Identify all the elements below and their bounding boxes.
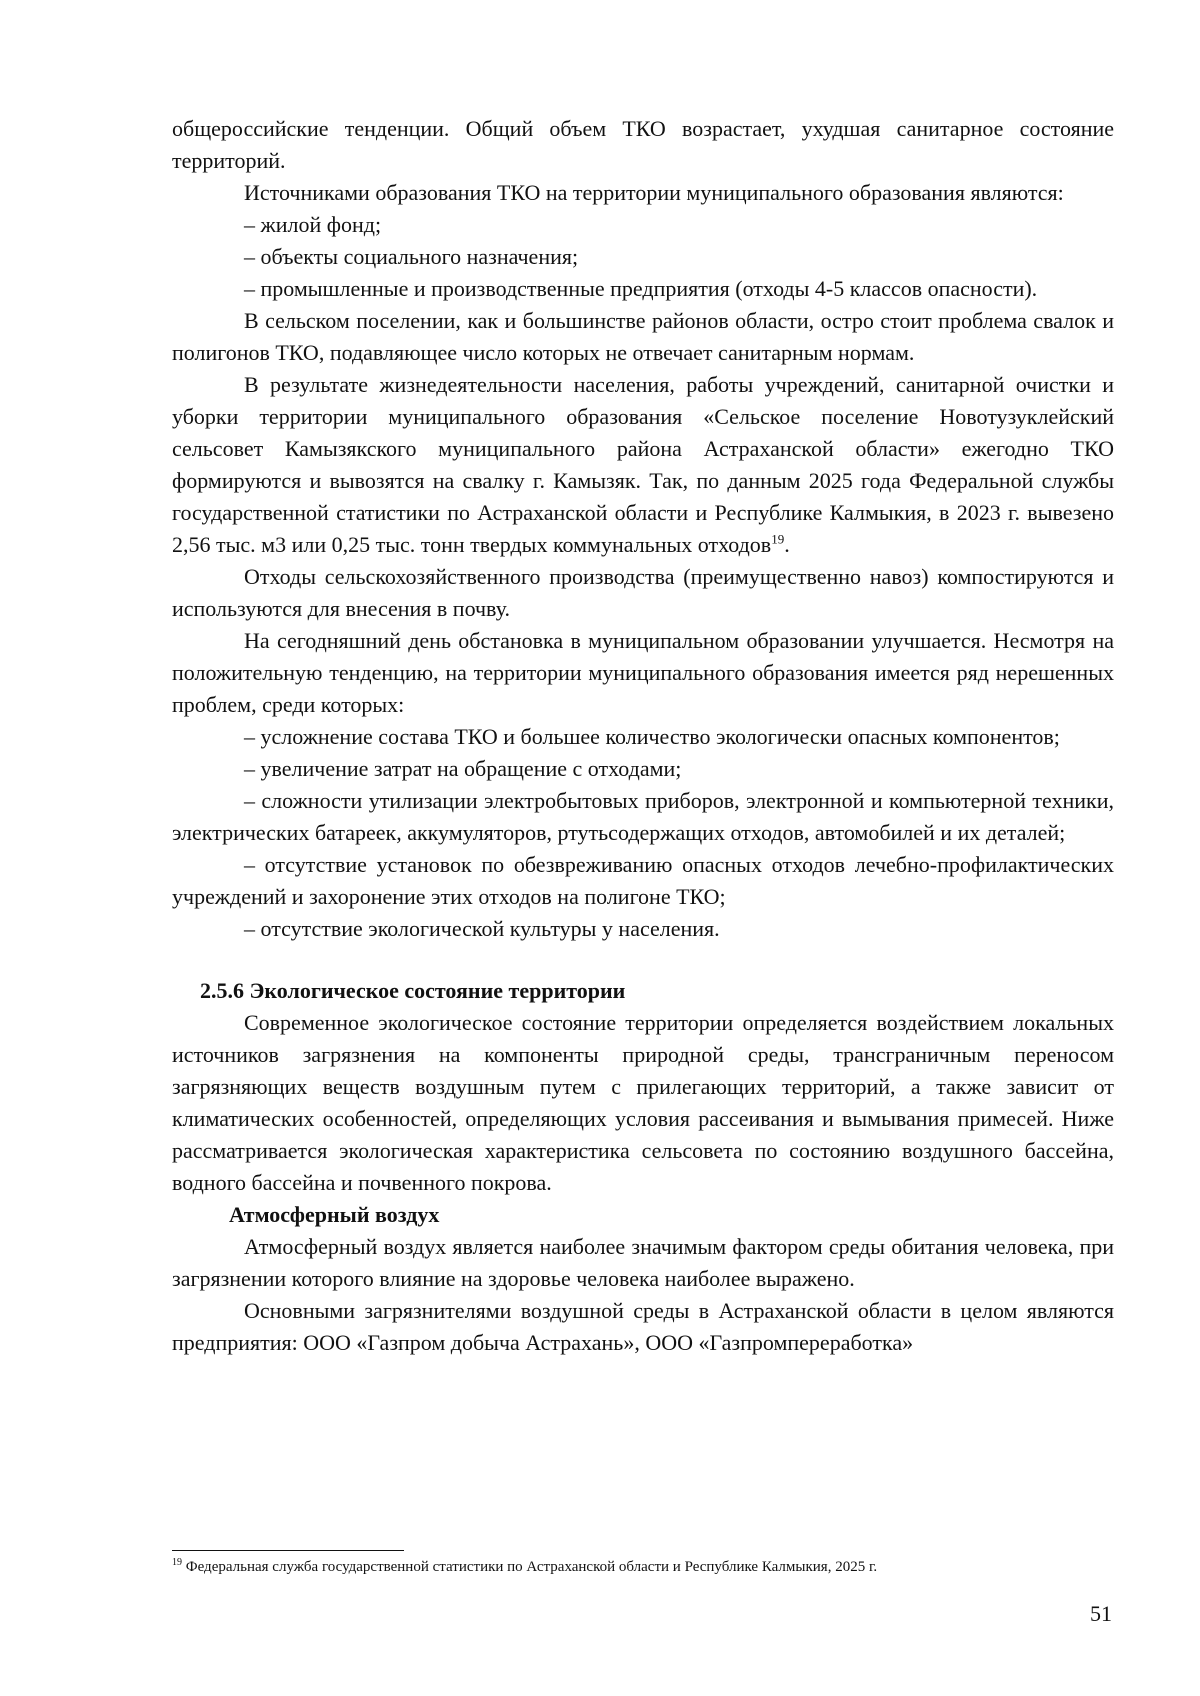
paragraph-text: В результате жизнедеятельности населения, работы учреждений, санитарной очистки и уборки территории муниципального образования «Сельское поселение Новотузуклейский сельсовет Камызякского муниципального района Астраханской области» ежегодно ТКО формируются и вывозятся на свалку г. Камызяк. Так, по данным 2025 года Федеральной службы государственной статистики по Астраханской области и Республике Калмыкия, в 2023 г. вывезено 2,56 тыс. м3 или 0,25 тыс. тонн твердых коммунальных отходов bbox=[172, 372, 1114, 557]
list-item: – сложности утилизации электробытовых приборов, электронной и компьютерной техники, электрических батареек, аккумуляторов, ртутьсодержащих отходов, автомобилей и их деталей; bbox=[172, 788, 1114, 845]
paragraph-end: . bbox=[784, 532, 790, 557]
list-item: – усложнение состава ТКО и большее количество экологически опасных компонентов; bbox=[244, 724, 1060, 749]
list-item: – жилой фонд; bbox=[244, 212, 382, 237]
page-number: 51 bbox=[1090, 1601, 1112, 1626]
paragraph: Основными загрязнителями воздушной среды в Астраханской области в целом являются предприятия: ООО «Газпром добыча Астрахань», ООО «Газпромпереработка» bbox=[172, 1298, 1114, 1355]
paragraph: В сельском поселении, как и большинстве районов области, остро стоит проблема свалок и полигонов ТКО, подавляющее число которых не отвечает санитарным нормам. bbox=[172, 308, 1114, 365]
footnote-divider bbox=[172, 1550, 404, 1551]
footnote-text: Федеральная служба государственной статистики по Астраханской области и Республике Калмыкия, 2025 г. bbox=[182, 1559, 878, 1575]
paragraph: Атмосферный воздух является наиболее значимым фактором среды обитания человека, при загрязнении которого влияние на здоровье человека наиболее выражено. bbox=[172, 1234, 1114, 1291]
paragraph: Отходы сельскохозяйственного производства (преимущественно навоз) компостируются и используются для внесения в почву. bbox=[172, 564, 1114, 621]
list-item: – увеличение затрат на обращение с отходами; bbox=[244, 756, 682, 781]
footnote-reference[interactable]: 19 bbox=[771, 531, 785, 547]
list-item: – отсутствие экологической культуры у населения. bbox=[244, 916, 720, 941]
list-item: – отсутствие установок по обезвреживанию опасных отходов лечебно-профилактических учреждений и захоронение этих отходов на полигоне ТКО; bbox=[172, 852, 1114, 909]
list-item: – промышленные и производственные предприятия (отходы 4-5 классов опасности). bbox=[244, 276, 1038, 301]
page-content bbox=[172, 113, 1114, 1359]
paragraph: Современное экологическое состояние территории определяется воздействием локальных источников загрязнения на компоненты природной среды, трансграничным переносом загрязняющих веществ воздушным путем с прилегающих территорий, а также зависит от климатических особенностей, определяющих условия рассеивания и вымывания примесей. Ниже рассматривается экологическая характеристика сельсовета по состоянию воздушного бассейна, водного бассейна и почвенного покрова. bbox=[172, 1010, 1114, 1195]
paragraph: На сегодняшний день обстановка в муниципальном образовании улучшается. Несмотря на положительную тенденцию, на территории муниципального образования имеется ряд нерешенных проблем, среди которых: bbox=[172, 628, 1114, 717]
footnote bbox=[172, 1556, 1114, 1578]
subsection-heading: Атмосферный воздух bbox=[229, 1202, 440, 1227]
paragraph: общероссийские тенденции. Общий объем ТКО возрастает, ухудшая санитарное состояние территорий. bbox=[172, 116, 1114, 173]
paragraph: Источниками образования ТКО на территории муниципального образования являются: bbox=[244, 180, 1064, 205]
paragraph bbox=[172, 369, 1114, 561]
list-item: – объекты социального назначения; bbox=[244, 244, 579, 269]
section-heading: 2.5.6 Экологическое состояние территории bbox=[200, 978, 626, 1003]
footnote-mark: 19 bbox=[172, 1557, 182, 1568]
